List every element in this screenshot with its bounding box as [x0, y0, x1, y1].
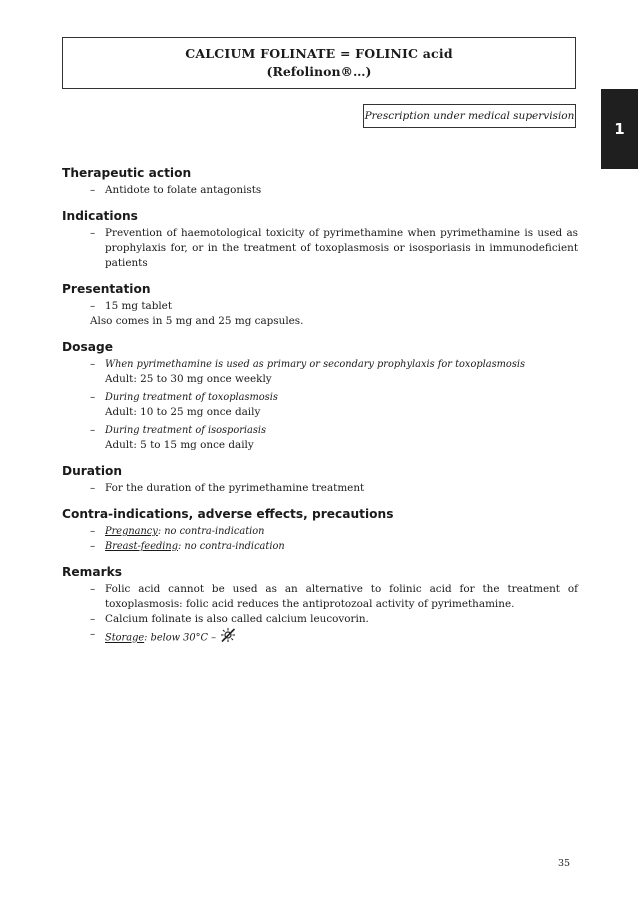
- section-title: Indications: [62, 209, 138, 223]
- storage-item: – Storage: below 30°C –: [62, 627, 578, 648]
- section-presentation: [62, 282, 578, 329]
- section-therapeutic-action: [62, 166, 578, 198]
- no-sunlight-icon: [220, 627, 236, 648]
- list-item: – Prevention of haemotological toxicity of pyrimethamine when pyrimethamine is used as prophylaxis for, or in the treatment of toxoplasmosis or isosporiasis in immunodeficient patients: [90, 227, 578, 269]
- dosage-case: – When pyrimethamine is used as primary or secondary prophylaxis for toxoplasmosis: [90, 358, 526, 370]
- section-duration: [62, 464, 578, 496]
- section-indications: [62, 209, 578, 271]
- title-box: [62, 37, 576, 89]
- list-item: – Pregnancy: no contra-indication: [90, 525, 265, 537]
- list-item: – For the duration of the pyrimethamine treatment: [90, 482, 365, 494]
- monograph-content: [62, 166, 578, 659]
- section-title: Contra-indications, adverse effects, precautions: [62, 507, 394, 521]
- section-dosage: [62, 340, 578, 453]
- dosage-case: – During treatment of isosporiasis: [90, 424, 267, 436]
- section-title: Dosage: [62, 340, 113, 354]
- list-item: – Folic acid cannot be used as an alternative to folinic acid for the treatment of toxoplasmosis: folic acid reduces the antiprotozoal activity of pyrimethamine.: [90, 583, 578, 610]
- section-title: Therapeutic action: [62, 166, 192, 180]
- page-number: 35: [558, 858, 571, 869]
- section-title: Presentation: [62, 282, 151, 296]
- section-remarks: [62, 565, 578, 648]
- dosage-value: Adult: 5 to 15 mg once daily: [105, 439, 254, 451]
- dosage-value: Adult: 10 to 25 mg once daily: [105, 406, 261, 418]
- list-item: – Breast-feeding: no contra-indication: [90, 540, 285, 552]
- list-item: – Calcium folinate is also called calcium leucovorin.: [90, 613, 369, 625]
- presentation-note: Also comes in 5 mg and 25 mg capsules.: [90, 315, 304, 327]
- drug-title: CALCIUM FOLINATE = FOLINIC acid: [185, 46, 453, 61]
- section-contra-indications: [62, 507, 578, 554]
- list-item: – Antidote to folate antagonists: [90, 184, 262, 196]
- list-item: – 15 mg tablet: [90, 300, 173, 312]
- section-title: Duration: [62, 464, 123, 478]
- brand-name: (Refolinon®…): [266, 64, 372, 79]
- dosage-case: – During treatment of toxoplasmosis: [90, 391, 278, 403]
- section-title: Remarks: [62, 565, 122, 579]
- dosage-value: Adult: 25 to 30 mg once weekly: [105, 373, 272, 385]
- chapter-tab: 1: [601, 89, 638, 169]
- prescription-status: Prescription under medical supervision: [363, 104, 576, 128]
